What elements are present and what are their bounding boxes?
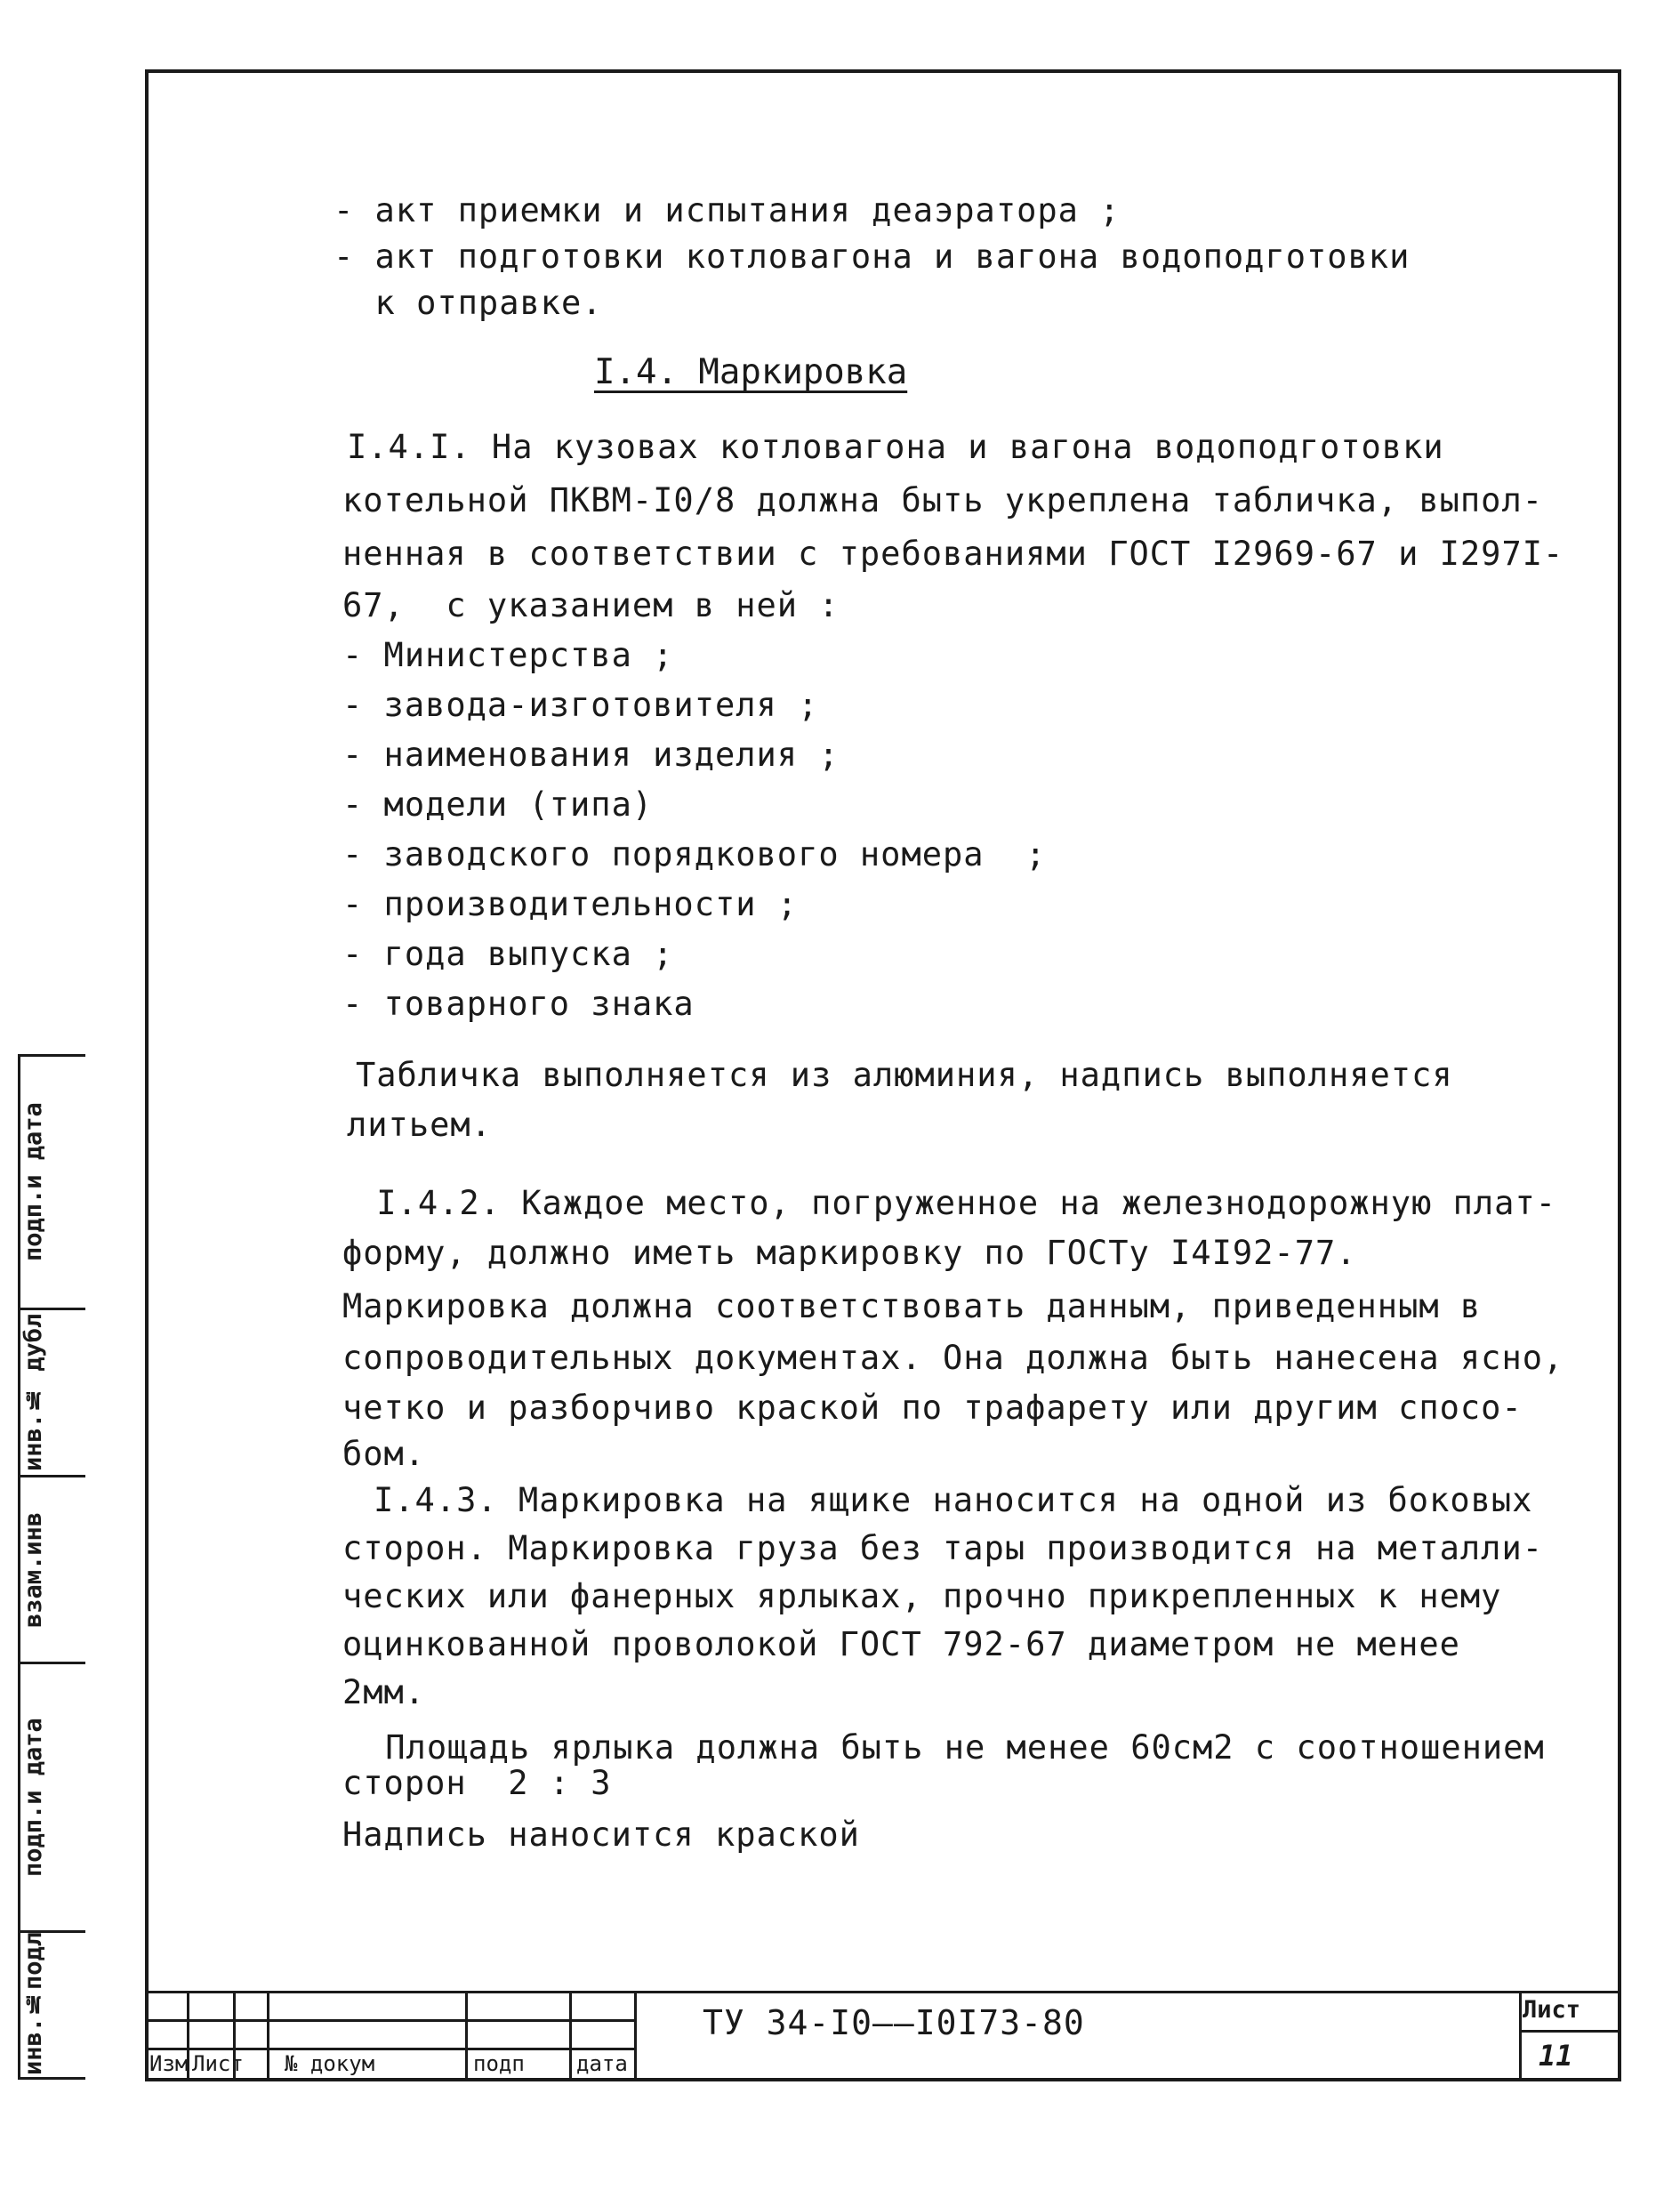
tb-col-podp: подп bbox=[473, 2051, 525, 2076]
text-line: 2мм. bbox=[342, 1673, 426, 1711]
text-line: форму, должно иметь маркировку по ГОСТу I4I92-77. bbox=[342, 1234, 1357, 1272]
text-line: 67, с указанием в ней : bbox=[342, 586, 840, 624]
list-item: - модели (типа) bbox=[342, 785, 654, 824]
tb-col-izm: Изм bbox=[149, 2051, 189, 2076]
text-line: Надпись наносится краской bbox=[342, 1816, 860, 1854]
text-line: Маркировка должна соответствовать данным, приведенным в bbox=[342, 1287, 1482, 1325]
tb-col-list: Лист bbox=[192, 2051, 244, 2076]
text-line: Табличка выполняется из алюминия, надпись выполняется bbox=[356, 1056, 1453, 1094]
list-item: - наименования изделия ; bbox=[342, 736, 840, 774]
side-label-podp-data-2: подп.и дата bbox=[20, 1102, 47, 1262]
text-line: котельной ПКВМ-I0/8 должна быть укреплена табличка, выпол- bbox=[342, 481, 1544, 519]
list-item: - производительности ; bbox=[342, 885, 799, 923]
text-line: четко и разборчиво краской по трафарету или другим спосо- bbox=[342, 1389, 1523, 1427]
text-line: I.4.I. На кузовах котловагона и вагона водоподготовки bbox=[347, 428, 1444, 466]
list-item: - Министерства ; bbox=[342, 636, 674, 674]
intro-line: к отправке. bbox=[334, 284, 603, 322]
text-line: сторон. Маркировка груза без тары производится на металли- bbox=[342, 1529, 1544, 1567]
intro-line: - акт приемки и испытания деаэратора ; bbox=[334, 191, 1121, 229]
text-line: ческих или фанерных ярлыках, прочно прикрепленных к нему bbox=[342, 1577, 1502, 1615]
list-item: - года выпуска ; bbox=[342, 935, 674, 973]
text-line: литьем. bbox=[347, 1106, 492, 1144]
side-divider bbox=[18, 1662, 85, 1664]
tb-line bbox=[145, 2048, 634, 2050]
sheet-number: 11 bbox=[1539, 2039, 1573, 2073]
tb-col-data: дата bbox=[576, 2051, 628, 2076]
side-label-inv-podl: инв.№подл bbox=[20, 1931, 47, 2075]
text-line: сопроводительных документах. Она должна быть нанесена ясно, bbox=[342, 1339, 1564, 1377]
side-label-vzam-inv: взам.инв bbox=[20, 1511, 47, 1629]
document-number: ТУ 34-I0——I0I73-80 bbox=[703, 2003, 1085, 2042]
side-divider bbox=[18, 1308, 85, 1310]
side-divider bbox=[18, 1475, 85, 1477]
tb-line bbox=[1519, 1991, 1522, 2080]
text-line: I.4.2. Каждое место, погруженное на железнодорожную плат- bbox=[356, 1184, 1557, 1222]
text-line: оцинкованной проволокой ГОСТ 792-67 диаметром не менее bbox=[342, 1625, 1460, 1663]
tb-line bbox=[634, 1991, 637, 2080]
tb-line bbox=[465, 1991, 468, 2080]
tb-line bbox=[1519, 2030, 1621, 2033]
section-heading: I.4. Маркировка bbox=[594, 352, 908, 392]
tb-line bbox=[267, 1991, 269, 2080]
text-line: I.4.3. Маркировка на ящике наносится на одной из боковых bbox=[374, 1481, 1533, 1519]
list-item: - завода-изготовителя ; bbox=[342, 686, 819, 724]
list-item: - товарного знака bbox=[342, 985, 695, 1023]
tb-line bbox=[145, 2019, 634, 2022]
side-label-inv-dubl: инв.№ дубл bbox=[20, 1313, 47, 1471]
tb-line bbox=[569, 1991, 572, 2080]
text-line: ненная в соответствии с требованиями ГОСТ I2969-67 и I297I- bbox=[342, 535, 1564, 573]
text-line: бом. bbox=[342, 1435, 426, 1473]
sheet-label: Лист bbox=[1523, 1996, 1581, 2024]
list-item: - заводского порядкового номера ; bbox=[342, 835, 1047, 874]
text-line: Площадь ярлыка должна быть не менее 60см2 с соотношением bbox=[365, 1728, 1545, 1767]
text-line: сторон 2 : 3 bbox=[342, 1764, 612, 1802]
tb-col-dokum: № докум bbox=[285, 2051, 375, 2076]
side-label-podp-data: подп.и дата bbox=[20, 1718, 47, 1878]
intro-line: - акт подготовки котловагона и вагона водоподготовки bbox=[334, 238, 1411, 276]
tb-line bbox=[145, 1991, 1621, 1993]
